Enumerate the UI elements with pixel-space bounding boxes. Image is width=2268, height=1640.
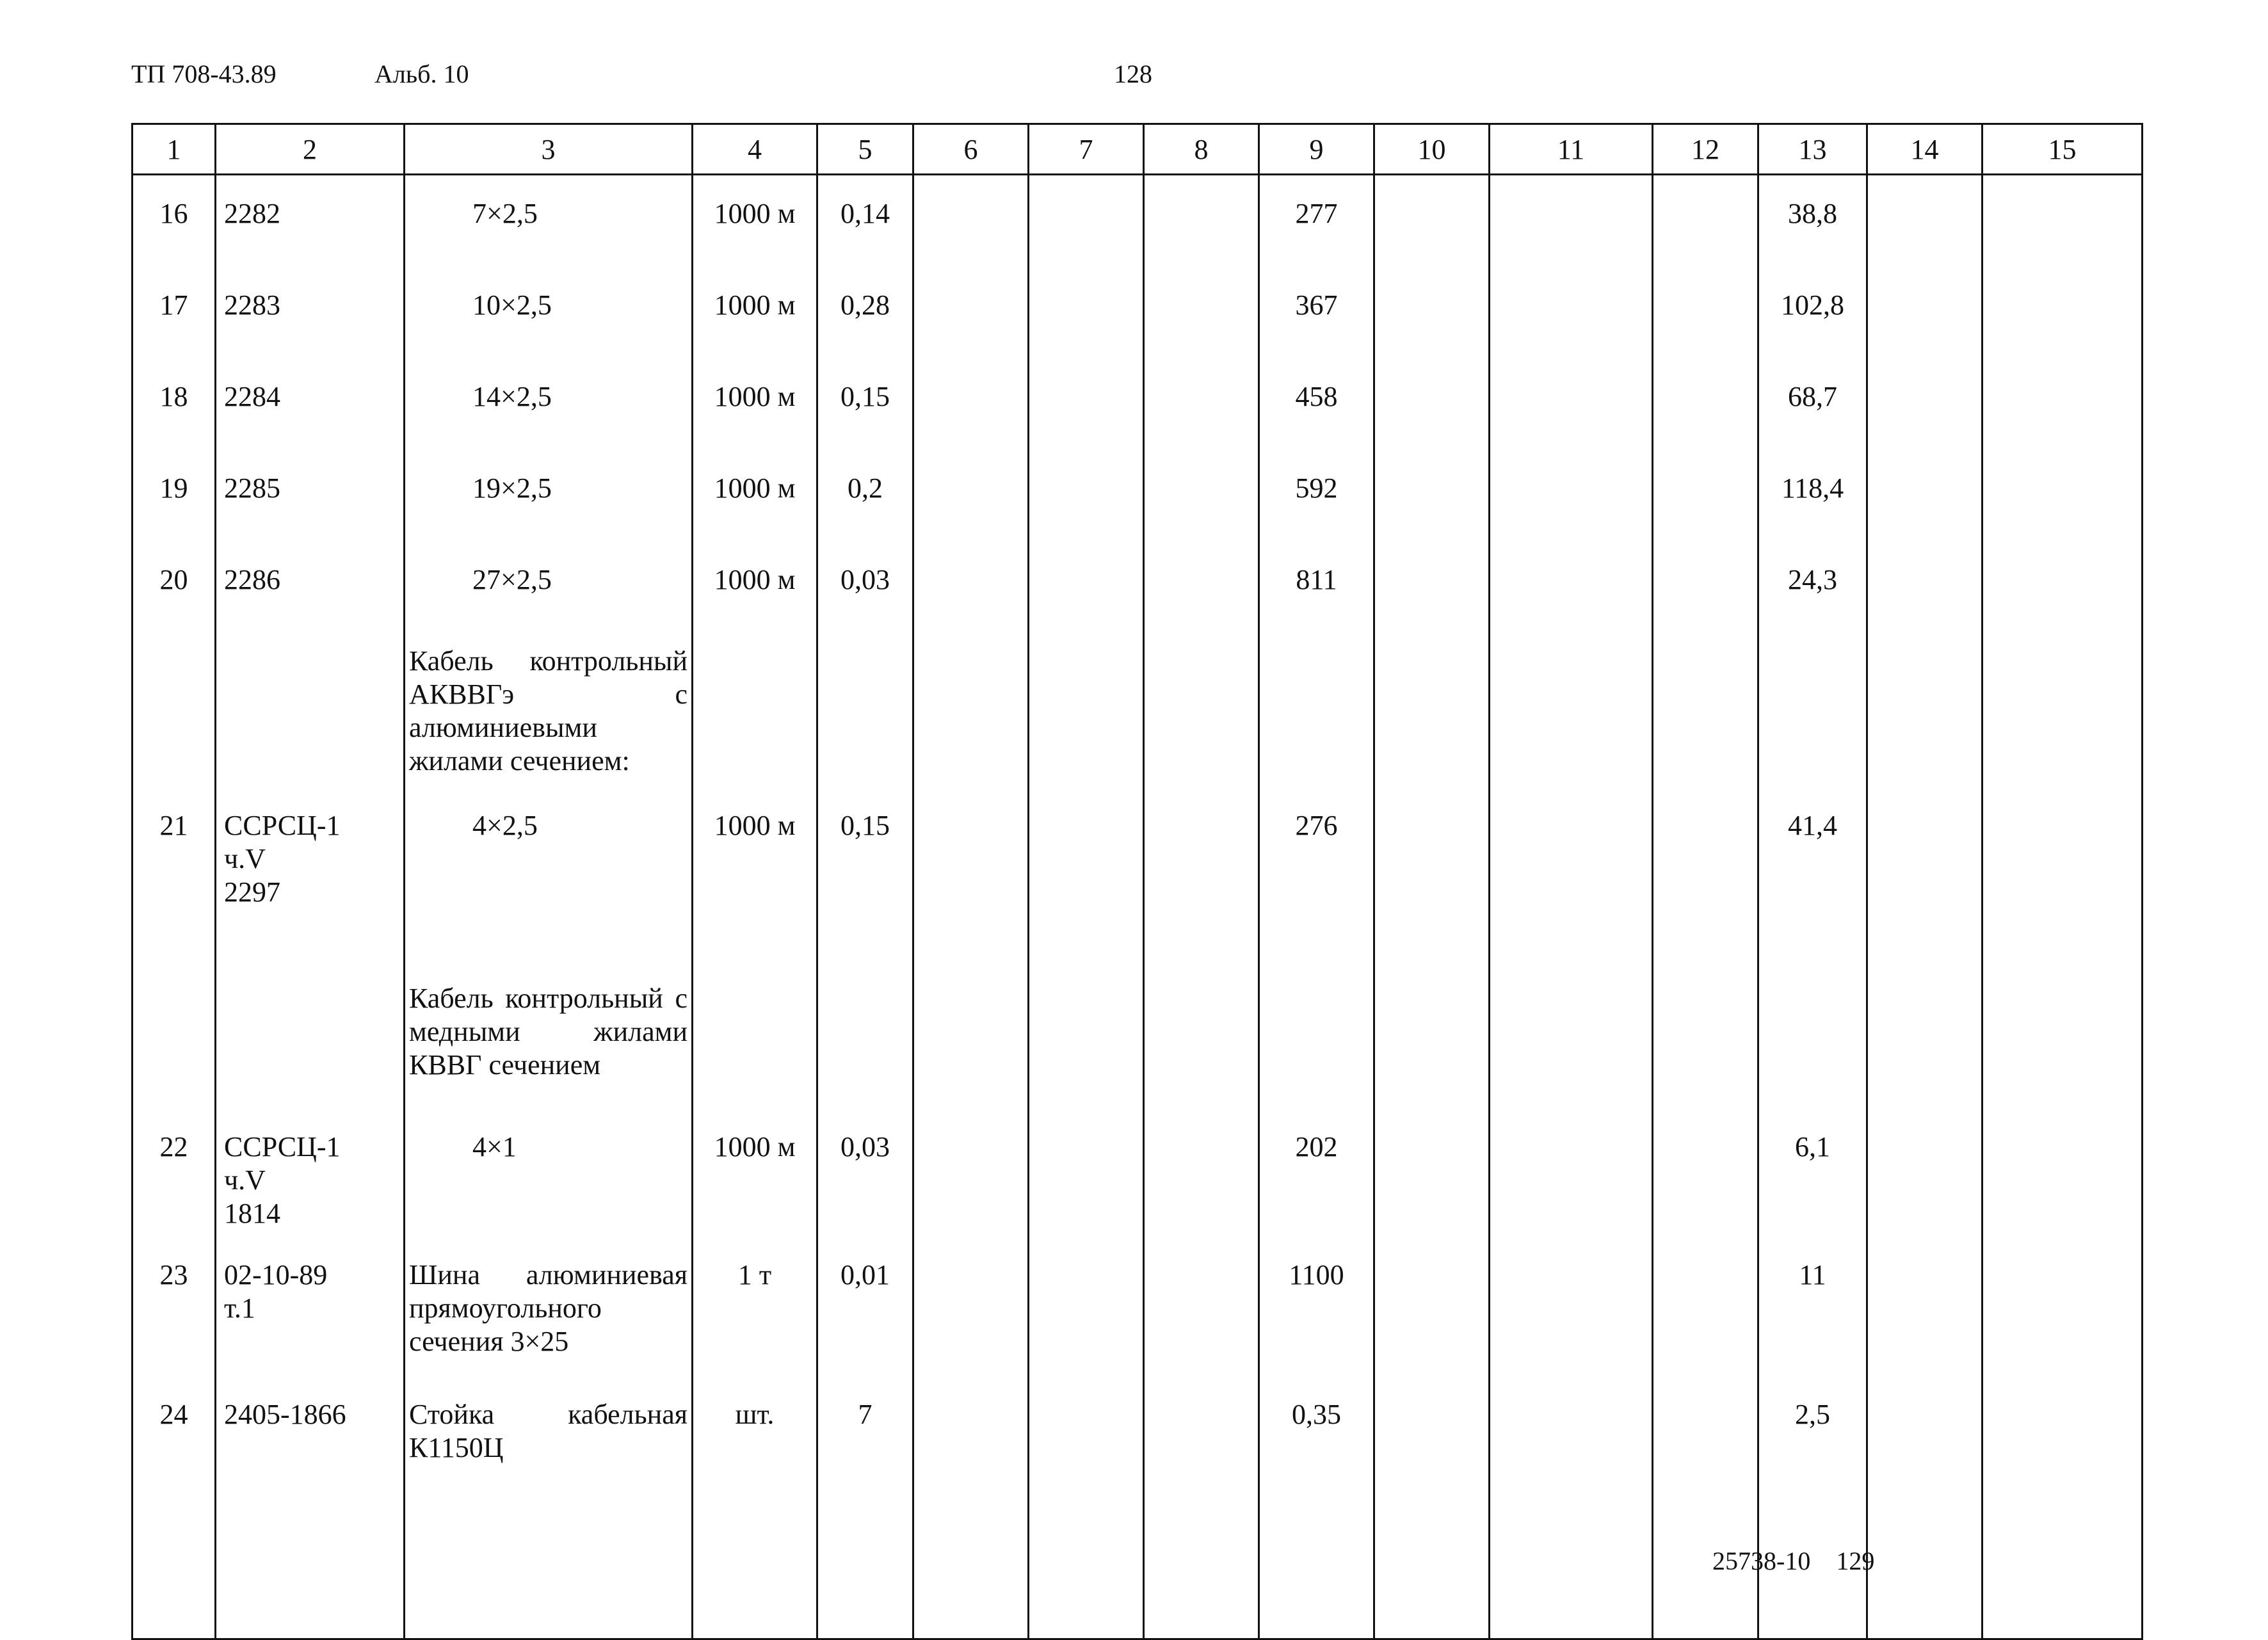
group-description: Кабель контрольный АКВВГэ с алюминиевыми жилами сечением: (405, 633, 693, 808)
table-row (133, 358, 2143, 450)
price-code: 2283 (216, 267, 405, 358)
price-code: 2405-1866 (216, 1398, 405, 1639)
column-header: 10 (1374, 124, 1490, 175)
quantity: 0,2 (817, 450, 913, 542)
unit-price: 0,35 (1259, 1398, 1374, 1639)
unit: 1000 м (693, 450, 817, 542)
row-number: 20 (133, 542, 216, 633)
column-header: 1 (133, 124, 216, 175)
unit: 1000 м (693, 358, 817, 450)
quantity: 0,03 (817, 1129, 913, 1258)
item-name: 7×2,5 (405, 175, 693, 268)
total-cost: 68,7 (1758, 358, 1867, 450)
total-cost: 41,4 (1758, 808, 1867, 937)
price-code: 2284 (216, 358, 405, 450)
unit-price: 1100 (1259, 1258, 1374, 1398)
unit: шт. (693, 1398, 817, 1639)
unit: 1000 м (693, 267, 817, 358)
item-name: 27×2,5 (405, 542, 693, 633)
column-header: 14 (1867, 124, 1982, 175)
unit-price: 202 (1259, 1129, 1374, 1258)
unit-price: 458 (1259, 358, 1374, 450)
row-number: 16 (133, 175, 216, 268)
specification-table (131, 123, 2143, 1640)
unit-price: 277 (1259, 175, 1374, 268)
column-header: 5 (817, 124, 913, 175)
item-name: 10×2,5 (405, 267, 693, 358)
unit: 1000 м (693, 808, 817, 937)
total-cost: 11 (1758, 1258, 1867, 1398)
total-cost: 102,8 (1758, 267, 1867, 358)
table-row (133, 633, 2143, 808)
unit: 1 т (693, 1258, 817, 1398)
group-description: Кабель контрольный с медными жилами КВВГ сечением (405, 937, 693, 1129)
unit: 1000 м (693, 1129, 817, 1258)
column-header: 8 (1144, 124, 1259, 175)
table-row (133, 808, 2143, 937)
quantity: 0,01 (817, 1258, 913, 1398)
unit-price: 276 (1259, 808, 1374, 937)
table-row (133, 937, 2143, 1129)
table-row (133, 175, 2143, 268)
unit-price: 811 (1259, 542, 1374, 633)
quantity: 0,28 (817, 267, 913, 358)
quantity: 0,15 (817, 808, 913, 937)
column-header: 12 (1653, 124, 1758, 175)
item-name: 4×2,5 (405, 808, 693, 937)
price-code: ССРСЦ-1 ч.V 1814 (216, 1129, 405, 1258)
price-code: ССРСЦ-1 ч.V 2297 (216, 808, 405, 937)
footer-reference: 25738-10 129 (1712, 1547, 1875, 1575)
unit-price: 592 (1259, 450, 1374, 542)
column-header: 11 (1490, 124, 1653, 175)
quantity: 0,15 (817, 358, 913, 450)
total-cost: 38,8 (1758, 175, 1867, 268)
row-number: 21 (133, 808, 216, 937)
table-row (133, 1258, 2143, 1398)
column-header: 4 (693, 124, 817, 175)
album-label: Альб. 10 (374, 60, 469, 88)
item-name: 4×1 (405, 1129, 693, 1258)
document-code: ТП 708-43.89 (131, 60, 277, 88)
total-cost: 2,5 (1758, 1398, 1867, 1639)
page-number: 128 (1114, 60, 1152, 88)
unit: 1000 м (693, 542, 817, 633)
item-name: Шина алюминиевая прямоугольного сечения 3×25 (405, 1258, 693, 1398)
quantity: 7 (817, 1398, 913, 1639)
unit-price: 367 (1259, 267, 1374, 358)
column-header: 6 (913, 124, 1029, 175)
quantity: 0,14 (817, 175, 913, 268)
price-code: 2285 (216, 450, 405, 542)
column-header: 3 (405, 124, 693, 175)
item-name: Стойка кабельная К1150Ц (405, 1398, 693, 1639)
table-row (133, 1129, 2143, 1258)
item-name: 19×2,5 (405, 450, 693, 542)
table-row (133, 450, 2143, 542)
column-header: 9 (1259, 124, 1374, 175)
row-number: 22 (133, 1129, 216, 1258)
quantity: 0,03 (817, 542, 913, 633)
table-row (133, 1398, 2143, 1639)
row-number: 23 (133, 1258, 216, 1398)
price-code: 2282 (216, 175, 405, 268)
row-number: 24 (133, 1398, 216, 1639)
row-number: 17 (133, 267, 216, 358)
total-cost: 24,3 (1758, 542, 1867, 633)
table-row (133, 267, 2143, 358)
column-header: 15 (1982, 124, 2143, 175)
total-cost: 118,4 (1758, 450, 1867, 542)
column-header-row (133, 124, 2143, 175)
column-header: 2 (216, 124, 405, 175)
column-header: 7 (1029, 124, 1144, 175)
column-header: 13 (1758, 124, 1867, 175)
table-row (133, 542, 2143, 633)
price-code: 2286 (216, 542, 405, 633)
price-code: 02-10-89 т.1 (216, 1258, 405, 1398)
total-cost: 6,1 (1758, 1129, 1867, 1258)
item-name: 14×2,5 (405, 358, 693, 450)
row-number: 19 (133, 450, 216, 542)
unit: 1000 м (693, 175, 817, 268)
row-number: 18 (133, 358, 216, 450)
